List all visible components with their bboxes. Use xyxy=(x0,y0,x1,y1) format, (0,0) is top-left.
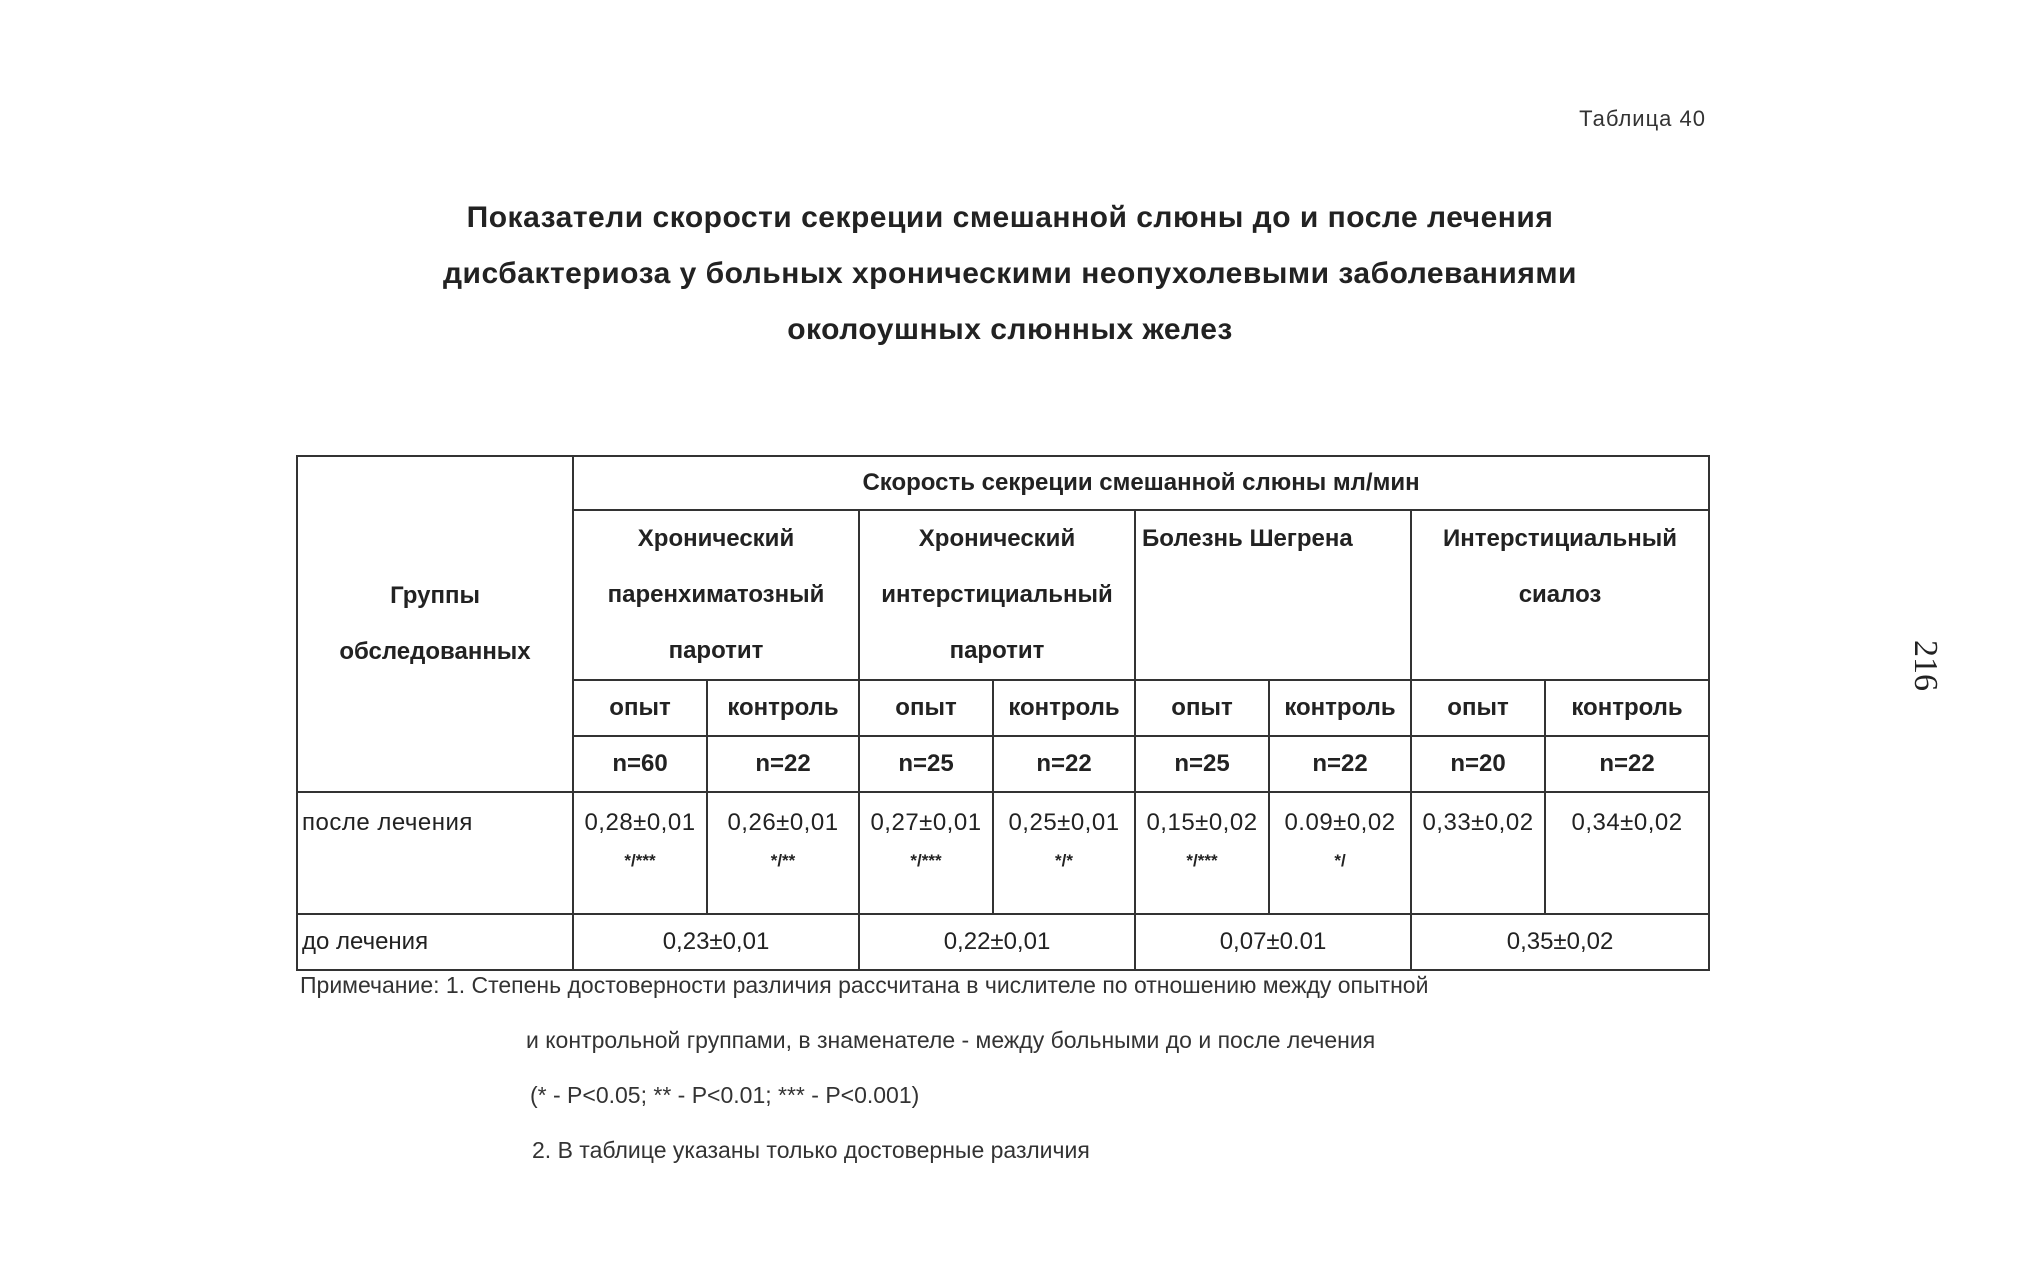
title-line: Показатели скорости секреции смешанной слюны до и после лечения xyxy=(466,201,1554,234)
row-label-text: после лечения xyxy=(302,809,473,836)
sub-header: опыт xyxy=(573,680,707,736)
after-cell xyxy=(573,792,707,914)
after-value: 0,28±0,01 xyxy=(584,809,696,836)
sub-header: контроль xyxy=(1269,680,1411,736)
sub-header: опыт xyxy=(1135,680,1269,736)
n-value: n=60 xyxy=(573,736,707,792)
before-value: 0,22±0,01 xyxy=(859,914,1135,970)
n-value: n=22 xyxy=(707,736,859,792)
table-row-before xyxy=(297,914,1709,970)
after-value: 0,33±0,02 xyxy=(1422,809,1534,836)
significance-mark: */*** xyxy=(1186,851,1218,870)
n-value: n=22 xyxy=(1545,736,1709,792)
before-value: 0,07±0.01 xyxy=(1135,914,1411,970)
row-label-after xyxy=(297,792,573,914)
after-value: 0.09±0,02 xyxy=(1284,809,1396,836)
sub-header: опыт xyxy=(1411,680,1545,736)
after-cell xyxy=(707,792,859,914)
table-row-after xyxy=(297,792,1709,914)
disease-header: Хронический паренхиматозный паротит xyxy=(573,510,859,680)
n-value: n=20 xyxy=(1411,736,1545,792)
note-line: Примечание: 1. Степень достоверности различия рассчитана в числителе по отношению между опытной xyxy=(300,972,1429,998)
note-line: и контрольной группами, в знаменателе - между больными до и после лечения xyxy=(526,1027,1376,1053)
before-value: 0,23±0,01 xyxy=(573,914,859,970)
table-title xyxy=(300,190,1720,358)
n-value: n=22 xyxy=(993,736,1135,792)
before-value: 0,35±0,02 xyxy=(1411,914,1709,970)
groups-header: Группы обследованных xyxy=(297,456,573,792)
significance-mark: */*** xyxy=(624,851,656,870)
n-value: n=22 xyxy=(1269,736,1411,792)
n-value: n=25 xyxy=(1135,736,1269,792)
after-cell xyxy=(859,792,993,914)
significance-mark: */* xyxy=(1055,851,1073,870)
significance-mark: */** xyxy=(770,851,796,870)
row-label-before: до лечения xyxy=(297,914,573,970)
disease-header: Хронический интерстициальный паротит xyxy=(859,510,1135,680)
page-number: 216 xyxy=(1907,640,1944,691)
after-value: 0,34±0,02 xyxy=(1571,809,1683,836)
after-cell xyxy=(1545,792,1709,914)
sub-header: опыт xyxy=(859,680,993,736)
after-cell xyxy=(1269,792,1411,914)
disease-header: Болезнь Шегрена xyxy=(1135,510,1411,680)
after-cell xyxy=(1135,792,1269,914)
significance-mark: */ xyxy=(1334,851,1346,870)
n-value: n=25 xyxy=(859,736,993,792)
after-value: 0,25±0,01 xyxy=(1008,809,1120,836)
title-line: околоушных слюнных желез xyxy=(787,313,1233,346)
sub-header: контроль xyxy=(993,680,1135,736)
sub-header: контроль xyxy=(707,680,859,736)
after-value: 0,15±0,02 xyxy=(1146,809,1258,836)
note-line: (* - P<0.05; ** - P<0.01; *** - P<0.001) xyxy=(530,1082,920,1108)
data-table xyxy=(296,455,1710,971)
disease-header: Интерстициальный сиалоз xyxy=(1411,510,1709,680)
after-cell xyxy=(993,792,1135,914)
title-line: дисбактериоза у больных хроническими неопухолевыми заболеваниями xyxy=(442,257,1577,290)
significance-mark: */*** xyxy=(910,851,942,870)
after-value: 0,26±0,01 xyxy=(727,809,839,836)
sub-header: контроль xyxy=(1545,680,1709,736)
after-cell xyxy=(1411,792,1545,914)
table-number: Таблица 40 xyxy=(1579,106,1706,131)
main-header: Скорость секреции смешанной слюны мл/мин xyxy=(573,456,1709,510)
note-line: 2. В таблице указаны только достоверные различия xyxy=(532,1137,1090,1163)
after-value: 0,27±0,01 xyxy=(870,809,982,836)
